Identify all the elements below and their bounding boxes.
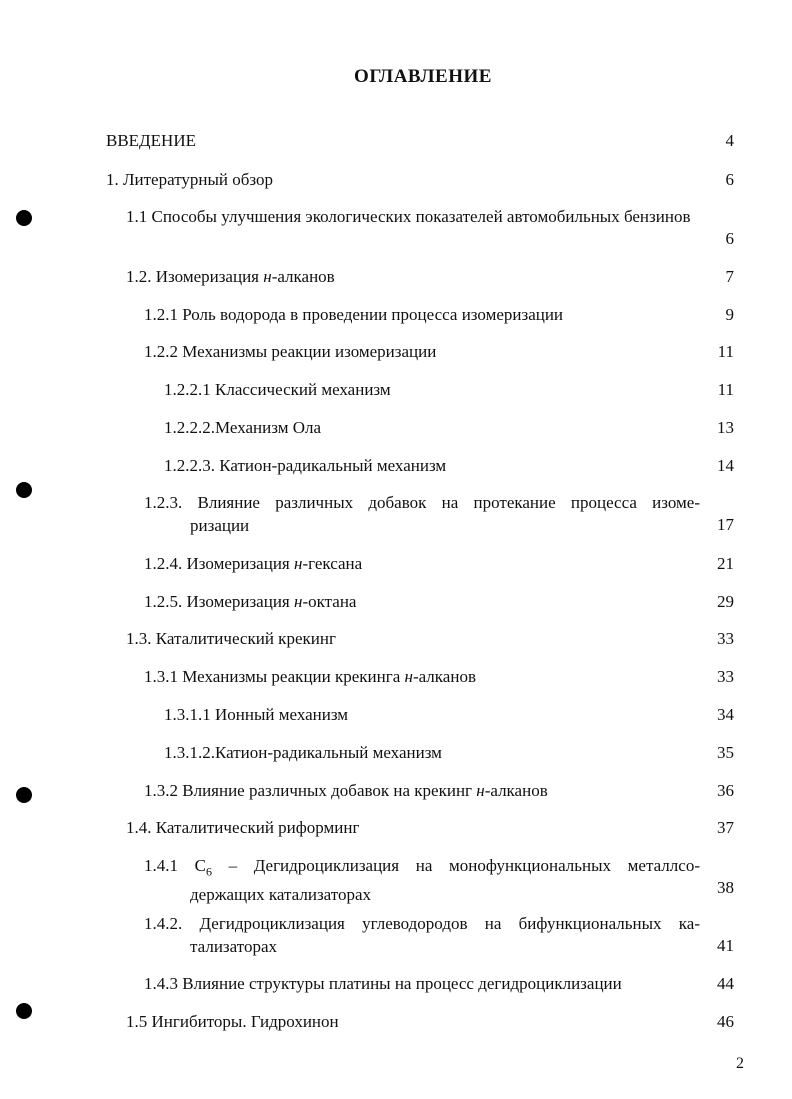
toc-page-number: 21 [717,554,734,573]
toc-entry-text: 1.3.1 Механизмы реакции крекинга [144,667,405,686]
toc-entry-text: 1.2.2.2.Механизм Ола [164,418,322,437]
toc-entry-text: ризации [190,516,250,535]
toc-page-number: 6 [725,229,734,248]
toc-entry-italic: н [294,592,303,611]
toc-entry-italic: н [263,267,272,286]
toc-page-number: 14 [717,456,734,475]
punch-hole-icon [16,787,32,803]
toc-page-number: 13 [717,418,734,437]
toc-entry-text: 1. Литературный обзор [106,170,274,189]
toc-entry-text: 1.4.2. Дегидроциклизация углеводородов на бифункциональных ка- [144,914,700,933]
toc-entry-1-2-2-1[interactable] [164,378,684,401]
toc-entry-text: 1.4. Каталитический риформинг [126,818,360,837]
toc-page-number: 35 [717,743,734,762]
toc-entry-text: 1.3. Каталитический крекинг [126,629,336,648]
toc-page-number: 38 [717,878,734,897]
toc-entry-text: 1.2.2.1 Классический механизм [164,380,391,399]
toc-page-number: 11 [717,380,734,399]
punch-hole-icon [16,482,32,498]
toc-entry-text: -алканов [412,667,476,686]
toc-entry-text: 1.2.2.3. Катион-радикальный механизм [164,456,447,475]
toc-entry-italic: н [404,667,413,686]
toc-entry-text: держащих катализаторах [190,885,372,905]
toc-entry-1-2-2-2[interactable] [164,416,684,439]
toc-entry-introduction[interactable] [106,129,666,152]
toc-page-number: 36 [717,781,734,800]
toc-entry-text: 1.2.1 Роль водорода в проведении процесса изомеризации [144,305,564,324]
toc-entry-1-2-2-3[interactable] [164,454,684,477]
toc-entry-subscript: 6 [205,864,212,879]
toc-entry-1-5[interactable] [126,1010,686,1033]
toc-entry-text: – Дегидроциклизация на монофункциональных металлсо- [211,856,700,875]
toc-page-number: 4 [725,131,734,150]
toc-entry-text: 1.2.2 Механизмы реакции изомеризации [144,342,437,361]
toc-page-number: 9 [725,305,734,324]
punch-hole-icon [16,1003,32,1019]
toc-entry-1-3-1-2[interactable] [164,741,684,764]
toc-entry-1-2-3[interactable] [144,491,700,537]
page-number: 2 [736,1055,744,1072]
toc-entry-text: 1.1 Способы улучшения экологических показателей автомобильных бензинов [126,207,691,226]
toc-page-number: 41 [717,936,734,955]
toc-entry-text: 1.5 Ингибиторы. Гидрохинон [126,1012,339,1031]
toc-page-number: 44 [717,974,734,993]
toc-entry-1-2-2[interactable] [144,340,689,363]
toc-entry-text: тализаторах [190,937,277,956]
toc-page-number: 46 [717,1012,734,1031]
toc-page-number: 33 [717,667,734,686]
toc-page-number: 17 [717,515,734,534]
toc-entry-1-2-5[interactable] [144,590,689,613]
toc-entry-text: 1.2.5. Изомеризация [144,592,294,611]
toc-entry-text: -алканов [484,781,548,800]
toc-entry-text: 1.3.1.1 Ионный механизм [164,705,349,724]
toc-entry-text: 1.3.1.2.Катион-радикальный механизм [164,743,442,762]
toc-title: ОГЛАВЛЕНИЕ [354,66,492,87]
toc-entry-text: -октана [302,592,357,611]
toc-entry-1-2-1[interactable] [144,303,689,326]
toc-entry-1-2-4[interactable] [144,552,689,575]
toc-entry-1[interactable] [106,168,666,191]
toc-entry-text: -гексана [302,554,363,573]
punch-hole-icon [16,210,32,226]
toc-entry-text: 1.4.3 Влияние структуры платины на процесс дегидроциклизации [144,974,622,993]
toc-page-number: 37 [717,818,734,837]
toc-entry-1-4-2[interactable] [144,912,700,958]
toc-page-number: 11 [717,342,734,361]
toc-entry-1-3-2[interactable] [144,779,689,802]
toc-page-number: 7 [725,267,734,286]
toc-entry-text: 1.2.3. Влияние различных добавок на протекание процесса изоме- [144,493,700,512]
toc-entry-text: -алканов [271,267,335,286]
toc-entry-1-3-1[interactable] [144,665,689,688]
toc-entry-text: ВВЕДЕНИЕ [106,131,196,150]
toc-page-number: 34 [717,705,734,724]
toc-entry-1-4[interactable] [126,816,686,839]
toc-entry-text: 1.3.2 Влияние различных добавок на крекинг [144,781,477,800]
toc-entry-text: 1.2.4. Изомеризация [144,554,294,573]
toc-entry-text: 1.2. Изомеризация [126,267,264,286]
toc-entry-text-line1 [144,854,700,883]
toc-entry-text: 1.4.1 C [144,856,206,875]
toc-entry-1-3[interactable] [126,627,686,650]
toc-entry-1-2[interactable] [126,265,686,288]
toc-page-number: 29 [717,592,734,611]
toc-entry-1-3-1-1[interactable] [164,703,684,726]
toc-entry-italic: н [476,781,485,800]
toc-entry-1-1[interactable] [126,205,699,228]
toc-entry-italic: н [294,554,303,573]
toc-entry-1-4-1[interactable] [144,854,700,906]
toc-page-number: 33 [717,629,734,648]
toc-page-number: 6 [725,170,734,189]
toc-entry-1-4-3[interactable] [144,972,689,995]
